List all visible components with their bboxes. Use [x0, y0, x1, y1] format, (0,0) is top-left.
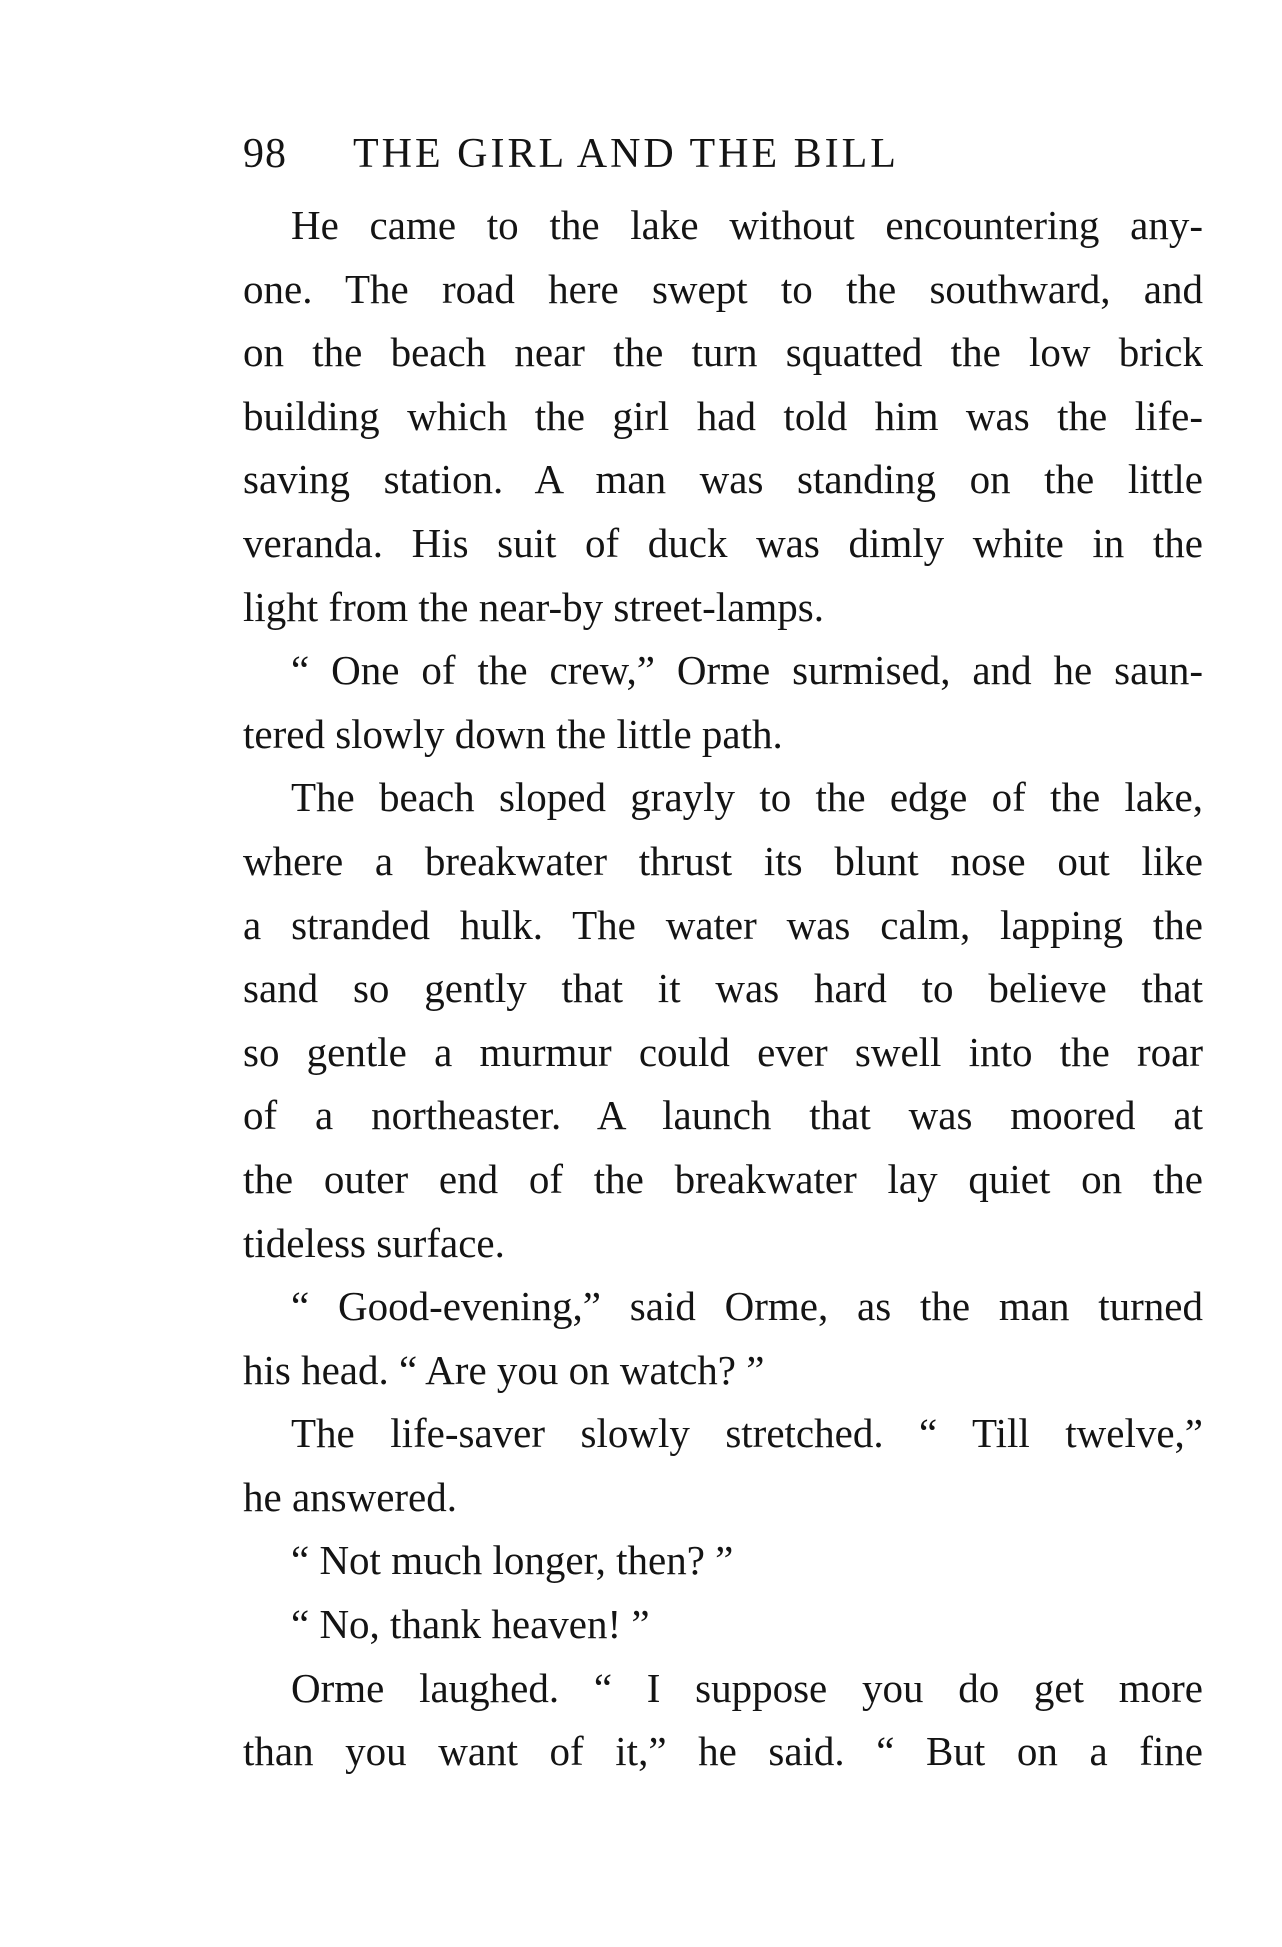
- text-line: “ Good-evening,” said Orme, as the man turned: [291, 1283, 1203, 1330]
- text-line: a stranded hulk. The water was calm, lapping the: [243, 901, 1203, 948]
- text-line: tered slowly down the little path.: [243, 710, 783, 757]
- paragraph: [243, 1402, 1203, 1529]
- paragraph: [243, 194, 1203, 639]
- paragraph: [243, 1593, 1203, 1657]
- text-line: where a breakwater thrust its blunt nose out like: [243, 837, 1203, 884]
- text-line: one. The road here swept to the southward, and: [243, 265, 1203, 312]
- body-text: [243, 194, 1203, 1784]
- paragraph: [243, 639, 1203, 766]
- paragraph: [243, 1529, 1203, 1593]
- text-line: Orme laughed. “ I suppose you do get more: [291, 1664, 1203, 1711]
- text-line: “ One of the crew,” Orme surmised, and he saun-: [291, 647, 1203, 694]
- text-line: building which the girl had told him was the life-: [243, 392, 1203, 439]
- text-line: He came to the lake without encountering any-: [291, 202, 1203, 248]
- text-line: The life-saver slowly stretched. “ Till twelve,”: [291, 1410, 1203, 1457]
- paragraph: [243, 1657, 1203, 1784]
- text-line: than you want of it,” he said. “ But on a fine: [243, 1728, 1203, 1775]
- text-line: The beach sloped grayly to the edge of the lake,: [291, 774, 1203, 821]
- book-title: THE GIRL AND THE BILL: [353, 131, 899, 177]
- text-line: light from the near-by street-lamps.: [243, 583, 824, 630]
- text-line: saving station. A man was standing on the little: [243, 456, 1203, 503]
- text-line: the outer end of the breakwater lay quiet on the: [243, 1155, 1203, 1202]
- paragraph: [243, 766, 1203, 1275]
- text-line: tideless surface.: [243, 1219, 505, 1266]
- text-line: on the beach near the turn squatted the low brick: [243, 329, 1203, 376]
- running-head: [243, 124, 1073, 184]
- text-line: so gentle a murmur could ever swell into the roar: [243, 1028, 1203, 1075]
- page-number: 98: [243, 131, 287, 177]
- text-line: of a northeaster. A launch that was moored at: [243, 1092, 1203, 1139]
- text-line: he answered.: [243, 1473, 458, 1520]
- text-line: sand so gently that it was hard to believe that: [243, 965, 1203, 1012]
- paragraph: [243, 1275, 1203, 1402]
- text-line: veranda. His suit of duck was dimly white in the: [243, 519, 1203, 566]
- text-line: “ No, thank heaven! ”: [291, 1601, 650, 1648]
- text-line: his head. “ Are you on watch? ”: [243, 1346, 765, 1393]
- text-line: “ Not much longer, then? ”: [291, 1537, 734, 1584]
